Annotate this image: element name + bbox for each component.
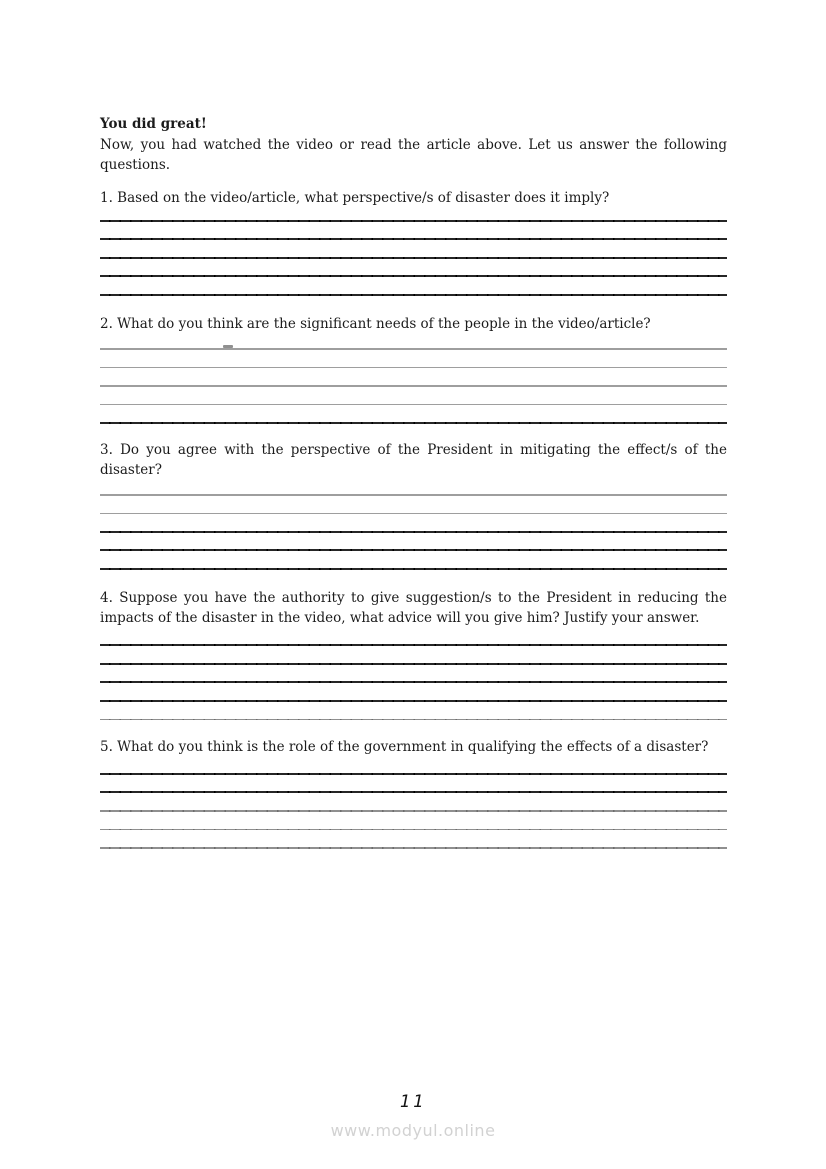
intro-heading: You did great! bbox=[100, 116, 207, 132]
question-block-3 bbox=[100, 440, 727, 570]
answer-line bbox=[100, 203, 727, 222]
page-number: 11 bbox=[399, 1092, 427, 1112]
answer-line bbox=[100, 368, 727, 387]
answer-line bbox=[100, 812, 727, 831]
answer-line bbox=[100, 259, 727, 278]
question-5-text: 5. What do you think is the role of the government in qualifying the effects of a disaster? bbox=[100, 739, 709, 755]
answer-lines-4 bbox=[100, 628, 727, 721]
answer-line bbox=[100, 277, 727, 296]
answer-line bbox=[100, 514, 727, 533]
answer-line bbox=[100, 405, 727, 424]
question-1-text: 1. Based on the video/article, what perspective/s of disaster does it imply? bbox=[100, 189, 610, 206]
answer-line bbox=[100, 387, 727, 406]
answer-lines-2 bbox=[100, 331, 727, 424]
question-block-2 bbox=[100, 314, 727, 424]
answer-line bbox=[100, 222, 727, 241]
question-block-1 bbox=[100, 188, 727, 296]
question-4-text: 4. Suppose you have the authority to give suggestion/s to the President in reducing the impacts of the disaster in the video, what advice will you give him? Justify your answer. bbox=[100, 589, 727, 626]
answer-line bbox=[100, 775, 727, 794]
answer-line bbox=[100, 628, 727, 647]
answer-line bbox=[100, 240, 727, 259]
answer-line bbox=[100, 533, 727, 552]
question-block-5 bbox=[100, 737, 727, 849]
answer-line bbox=[100, 830, 727, 849]
answer-line bbox=[100, 646, 727, 665]
watermark: www.modyul.online bbox=[330, 1121, 496, 1140]
answer-line bbox=[100, 793, 727, 812]
answer-line bbox=[100, 756, 727, 775]
answer-line bbox=[100, 702, 727, 721]
answer-line bbox=[100, 551, 727, 570]
answer-lines-5 bbox=[100, 756, 727, 849]
answer-line bbox=[100, 331, 727, 350]
answer-line bbox=[100, 496, 727, 515]
answer-line bbox=[100, 350, 727, 369]
intro-text: Now, you had watched the video or read the article above. Let us answer the following questions. bbox=[100, 136, 727, 173]
answer-line bbox=[100, 665, 727, 684]
page-content bbox=[100, 114, 727, 849]
question-block-4 bbox=[100, 588, 727, 721]
question-3-text: 3. Do you agree with the perspective of the President in mitigating the effect/s of the disaster? bbox=[100, 441, 727, 478]
answer-line bbox=[100, 683, 727, 702]
answer-lines-3 bbox=[100, 477, 727, 570]
answer-line bbox=[100, 477, 727, 496]
scan-artifact-mark bbox=[223, 345, 233, 348]
question-2-text: 2. What do you think are the significant needs of the people in the video/article? bbox=[100, 315, 651, 332]
answer-lines-1 bbox=[100, 203, 727, 296]
